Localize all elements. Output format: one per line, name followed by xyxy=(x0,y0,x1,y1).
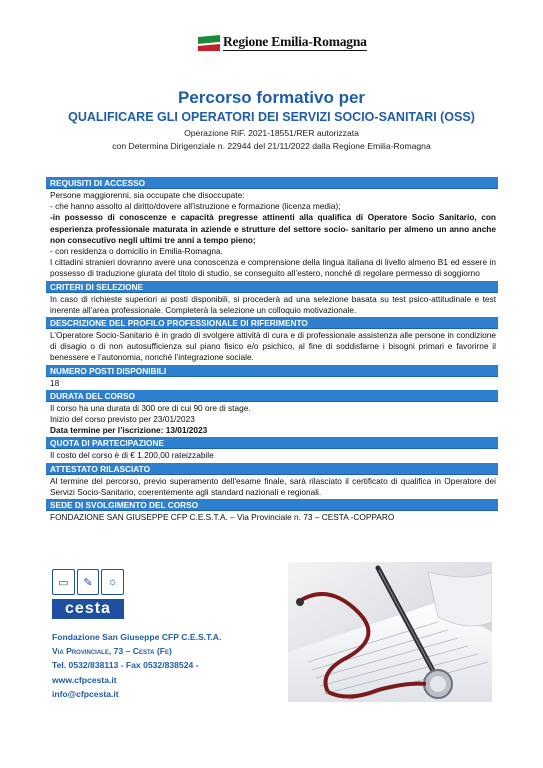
requisiti-line: Persone maggiorenni, sia occupate che disoccupate: xyxy=(50,190,245,200)
org-website[interactable]: www.cfpcesta.it xyxy=(52,674,117,685)
org-address: Via Provinciale, 73 – Cesta (Fe) xyxy=(52,646,172,657)
durata-line: Il corso ha una durata di 300 ore di cui 90 ore di stage. xyxy=(50,402,251,413)
section-heading-quota: QUOTA DI PARTECIPAZIONE xyxy=(46,437,498,449)
requisiti-line: I cittadini stranieri dovranno avere una conoscenza e comprensione della lingua italiana di livello almeno B1 ed essere in possesso di traduzione giurata del titolo di studio, se conseguito all’estero, nonché di regolare permesso di soggiorno xyxy=(50,257,496,279)
section-heading-durata: DURATA DEL CORSO xyxy=(46,390,498,402)
org-phone: Tel. 0532/838113 - Fax 0532/838524 - xyxy=(52,660,199,671)
section-heading-requisiti: REQUISITI DI ACCESSO xyxy=(46,177,498,189)
section-body-posti: 18 xyxy=(50,377,60,388)
section-body-sede: FONDAZIONE SAN GIUSEPPE CFP C.E.S.T.A. – Via Provinciale n. 73 – CESTA -COPPARO xyxy=(50,512,395,523)
section-body-profilo: L’Operatore Socio-Sanitario è in grado di svolgere attività di cura e di professionale assistenza alle persone in condizione di disagio o di non autosufficienza sul piano fisico e/o psichico, al fine di soddisfarne i bisogni primari e favorirne il benessere e l’autonomia, nonché l’integrazione sociale. xyxy=(50,330,496,363)
section-body-criteri: In caso di richieste superiori ai posti disponibili, si procederà ad una selezione basata su test psico-attitudinale e test inerente all’area professionale. Completerà la selezione un colloquio motivazionale. xyxy=(50,293,496,315)
section-heading-sede: SEDE DI SVOLGIMENTO DEL CORSO xyxy=(46,499,498,511)
section-heading-attestato: ATTESTATO RILASCIATO xyxy=(46,463,498,475)
computer-icon: ▭ xyxy=(52,569,75,595)
durata-line: Inizio del corso previsto per 23/01/2023 xyxy=(50,414,195,425)
page-title: Percorso formativo per xyxy=(177,88,366,107)
section-body-attestato: Al termine del percorso, previo superamento dell'esame finale, sarà rilasciato il certificato di qualifica in Operatore dei Servizi Socio-Sanitario, coerentemente agli standard nazionali e regionali. xyxy=(50,475,496,497)
requisiti-line: -in possesso di conoscenze e capacità pregresse attinenti alla qualifica di Operatore Socio Sanitario, con esperienza professionale maturata in aziende e strutture del settore socio- sanitario per almeno un anno anche non consecutivo negli ultimi tre anni a tempo pieno; xyxy=(50,212,496,245)
org-name: Fondazione San Giuseppe CFP C.E.S.T.A. xyxy=(52,632,222,642)
section-body-quota: Il costo del corso è di € 1.200,00 rateizzabile xyxy=(50,450,214,461)
requisiti-line: - con residenza o domicilio in Emilia-Romagna. xyxy=(50,246,223,257)
regione-logo xyxy=(198,34,367,51)
org-email[interactable]: info@cfpcesta.it xyxy=(52,688,119,699)
cesta-logo-word: cesta xyxy=(52,599,124,619)
lightbulb-icon: ☼ xyxy=(101,569,124,595)
section-heading-criteri: CRITERI DI SELEZIONE xyxy=(46,281,498,293)
section-body-durata xyxy=(46,402,498,438)
regione-flag-icon xyxy=(198,35,220,51)
regione-name: Regione Emilia-Romagna xyxy=(223,34,367,49)
determination-line: con Determina Dirigenziale n. 22944 del 21/11/2022 dalla Regione Emilia-Romagna xyxy=(112,141,431,151)
section-body-requisiti xyxy=(46,189,498,281)
operation-line: Operazione RiF. 2021-18551/RER autorizzata xyxy=(184,128,359,138)
cesta-logo xyxy=(52,569,124,621)
course-info-sections xyxy=(46,177,498,524)
page-subtitle: QUALIFICARE GLI OPERATORI DEI SERVIZI SOCIO-SANITARI (OSS) xyxy=(68,110,475,124)
section-heading-profilo: DESCRIZIONE DEL PROFILO PROFESSIONALE DI RIFERIMENTO xyxy=(46,317,498,329)
stethoscope-photo xyxy=(288,562,492,702)
durata-line: Data termine per l’iscrizione: 13/01/2023 xyxy=(50,425,208,436)
section-heading-posti: NUMERO POSTI DISPONIBILI xyxy=(46,365,498,377)
contact-block xyxy=(52,630,221,701)
requisiti-line: - che hanno assolto al diritto/dovere all’istruzione e formazione (licenza media); xyxy=(50,201,341,212)
cesta-logo-icons xyxy=(52,569,124,595)
tools-icon: ✎ xyxy=(77,569,100,595)
